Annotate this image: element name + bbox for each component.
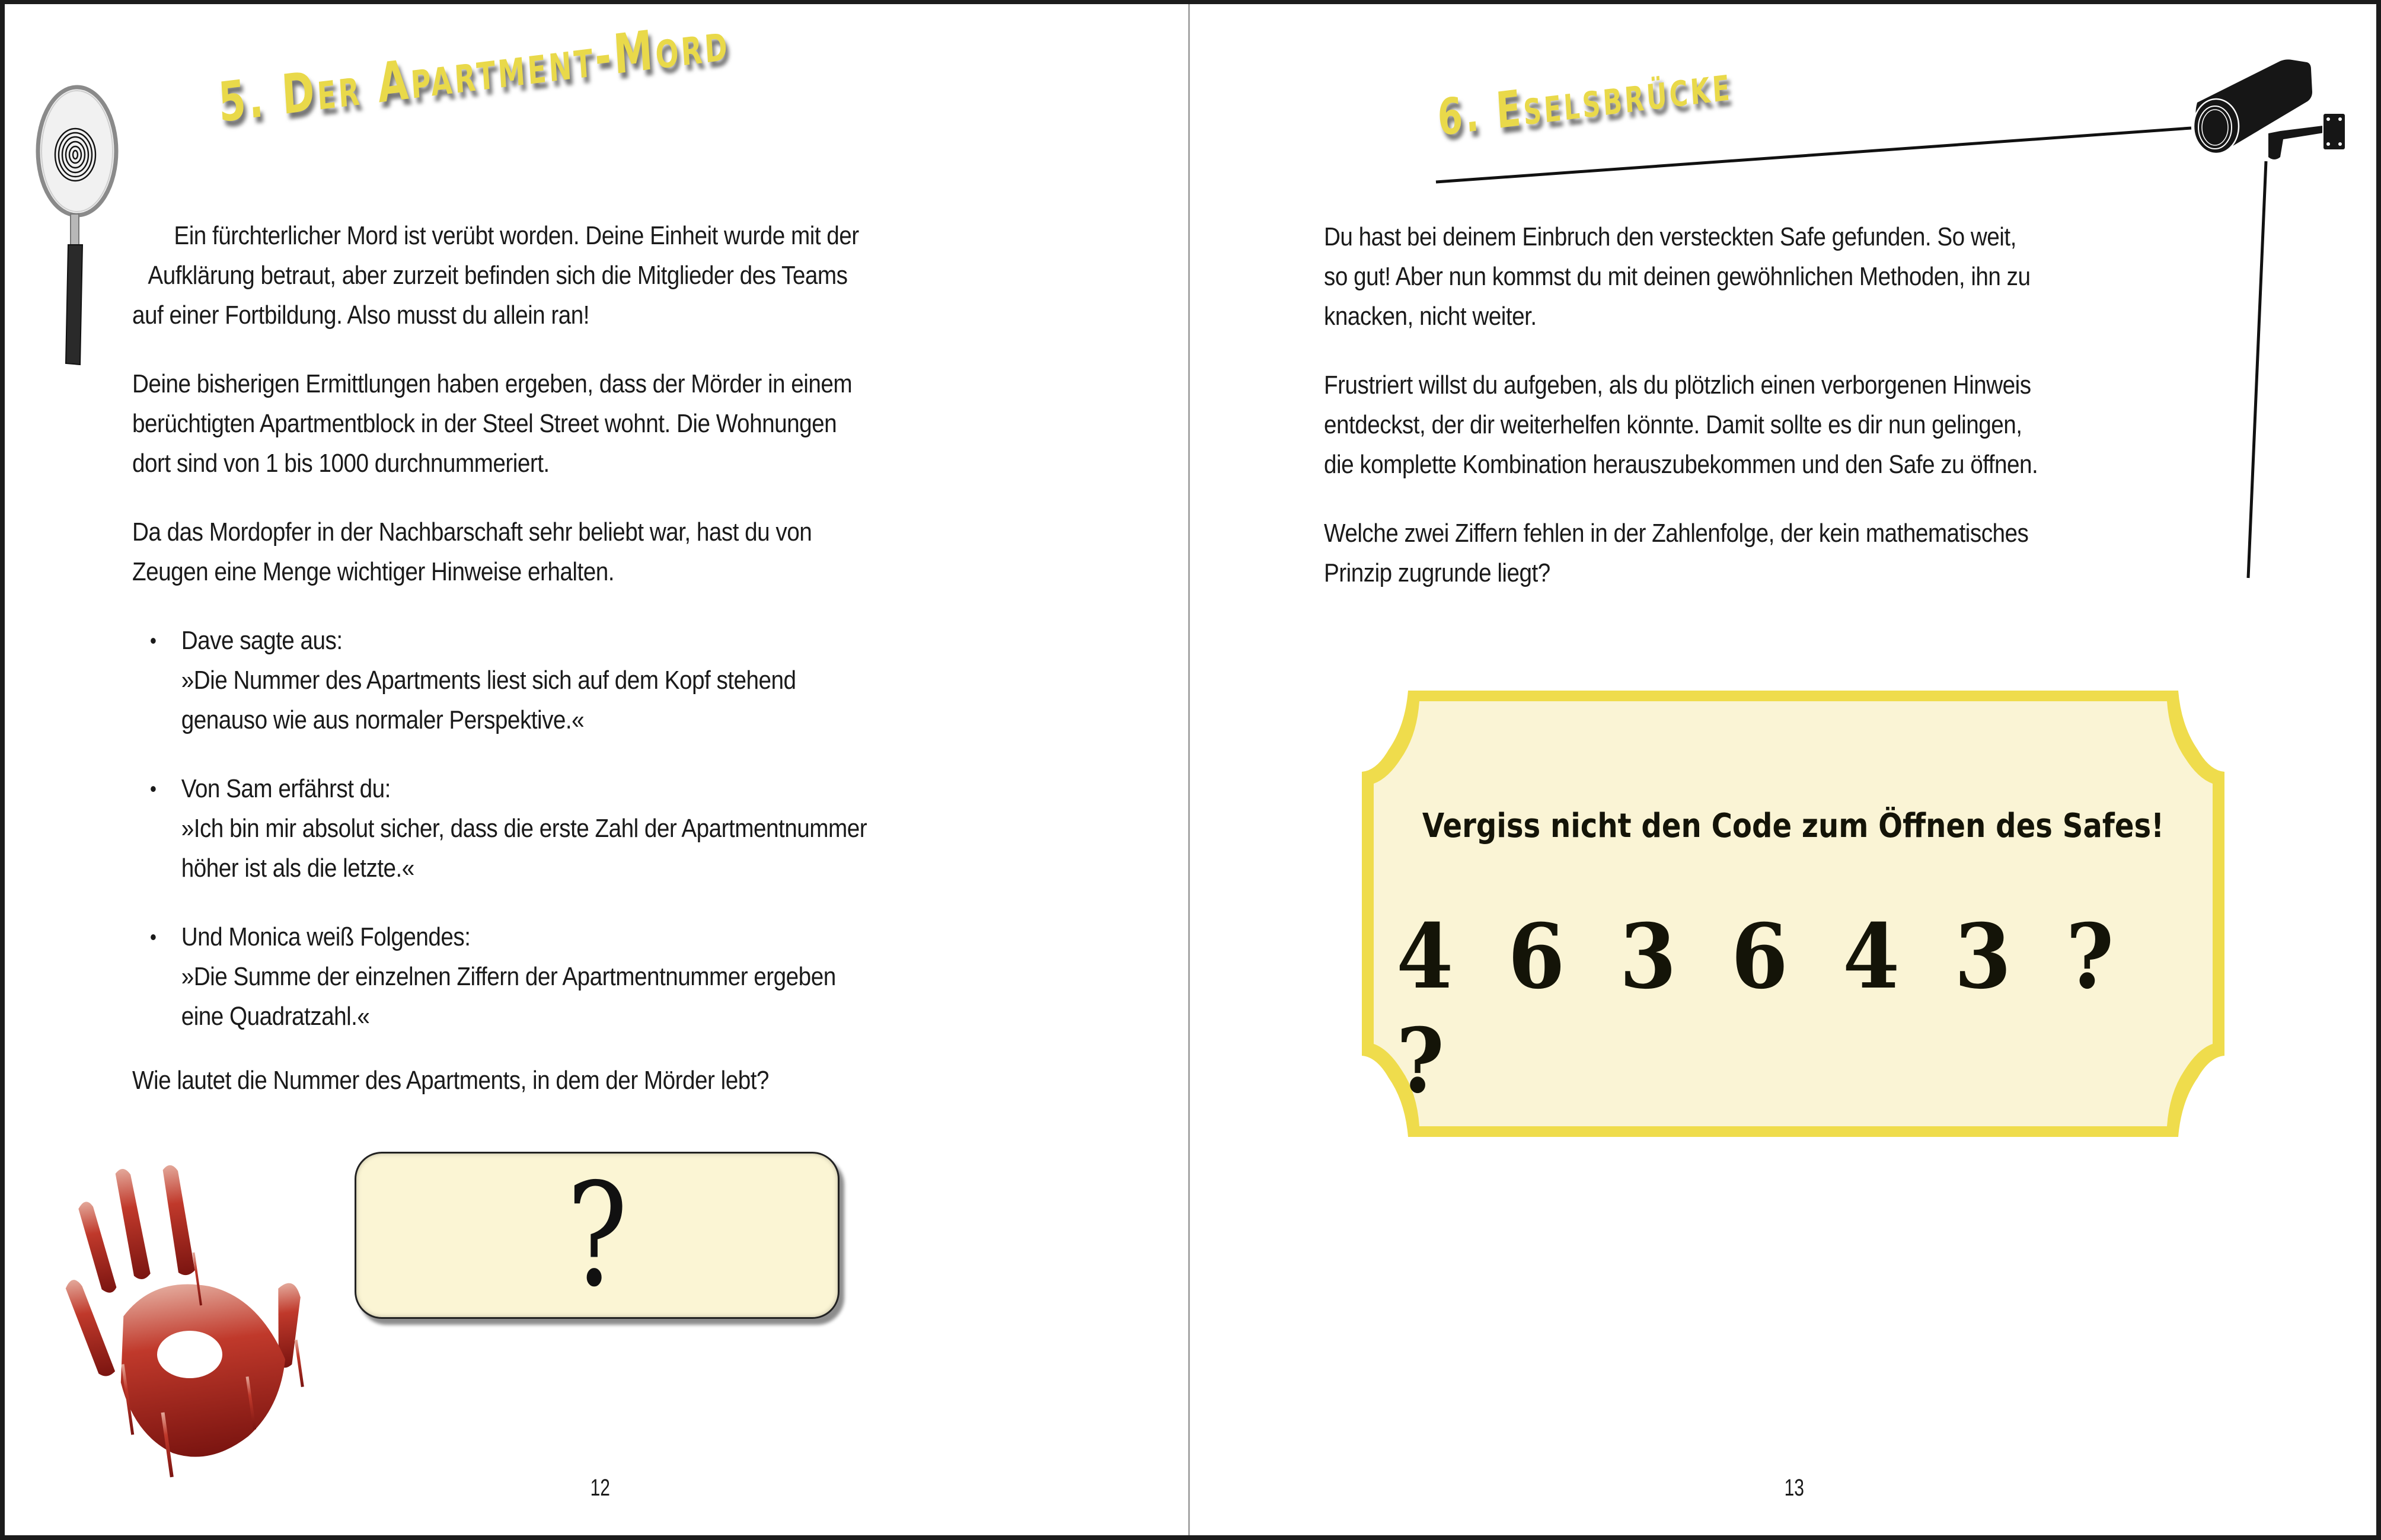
text-line: Welche zwei Ziffern fehlen in der Zahlenfolge, der kein mathematisches [1324,519,2029,548]
right-page [1189,0,2381,1540]
clue-witness: • Dave sagte aus: [181,626,343,655]
text-line: dort sind von 1 bis 1000 durchnummeriert. [132,449,550,478]
clue-quote: »Die Summe der einzelnen Ziffern der Apartmentnummer ergeben [181,962,836,991]
question-text: Wie lautet die Nummer des Apartments, in dem der Mörder lebt? [132,1066,769,1095]
text-line: Frustriert willst du aufgeben, als du plötzlich einen verborgenen Hinweis [1324,370,2031,400]
clue-quote: »Die Nummer des Apartments liest sich auf dem Kopf stehend [181,666,796,695]
magnifying-glass-fingerprint-icon [33,80,122,376]
text-line: Prinzip zugrunde liegt? [1324,558,1550,587]
text-line: die komplette Kombination herauszubekommen und den Safe zu öffnen. [1324,450,2038,479]
text-line: auf einer Fortbildung. Also musst du allein ran! [132,301,590,330]
safe-code: 4 6 3 6 4 3 ? ? [1396,905,2127,1113]
safe-content [1362,691,2224,1137]
intro-paragraph [132,216,867,335]
bloody-handprint-icon [59,1159,320,1479]
text-line: Du hast bei deinem Einbruch den versteckten Safe gefunden. So weit, [1324,222,2016,251]
left-page [0,0,1189,1540]
clue-quote: »Ich bin mir absolut sicher, dass die erste Zahl der Apartmentnummer [181,814,867,843]
safe-code-box [1362,691,2224,1137]
page-divider [1188,0,1190,1540]
clue-quote: höher ist als die letzte.« [181,854,414,883]
clue-item [132,917,867,1036]
text-line: Zeugen eine Menge wichtiger Hinweise erhalten. [132,557,614,586]
question-mark: ? [566,1152,628,1318]
safe-heading: Vergiss nicht den Code zum Öffnen des Safes! [1422,807,2165,845]
clue-item [132,621,867,740]
text-line: Da das Mordopfer in der Nachbarschaft sehr beliebt war, hast du von [132,517,812,547]
chapter-title: 6. Eselsbrücke [1435,53,1734,147]
clue-list [132,621,867,1036]
clue-witness: • Von Sam erfährst du: [181,774,391,803]
text-line: knacken, nicht weiter. [1324,302,1537,331]
page-number: 12 [590,1475,610,1501]
page-number: 13 [1784,1475,1804,1501]
chapter-title: 5. Der Apartment-Mord [216,9,732,135]
security-camera-icon [2185,56,2345,160]
left-body [132,216,867,1129]
text-line: berüchtigten Apartmentblock in der Steel Street wohnt. Die Wohnungen [132,409,837,438]
text-line: Aufklärung betraut, aber zurzeit befinden sich die Mitglieder des Teams [148,261,848,290]
investigation-paragraph [132,364,867,483]
answer-box [355,1152,840,1319]
safe-found-paragraph [1324,217,2038,336]
text-line: entdeckst, der dir weiterhelfen könnte. Damit sollte es dir nun gelingen, [1324,410,2022,439]
right-body [1324,217,2038,622]
hint-paragraph [1324,365,2038,484]
clue-item [132,769,867,888]
text-line: so gut! Aber nun kommst du mit deinen gewöhnlichen Methoden, ihn zu [1324,262,2031,291]
clue-witness: • Und Monica weiß Folgendes: [181,922,471,951]
text-line: Deine bisherigen Ermittlungen haben ergeben, dass der Mörder in einem [132,369,853,398]
question-paragraph [1324,513,2038,593]
clue-quote: eine Quadratzahl.« [181,1002,370,1031]
text-line: Ein fürchterlicher Mord ist verübt worden. Deine Einheit wurde mit der [174,221,859,250]
clue-quote: genauso wie aus normaler Perspektive.« [181,705,585,734]
witness-paragraph [132,512,867,592]
